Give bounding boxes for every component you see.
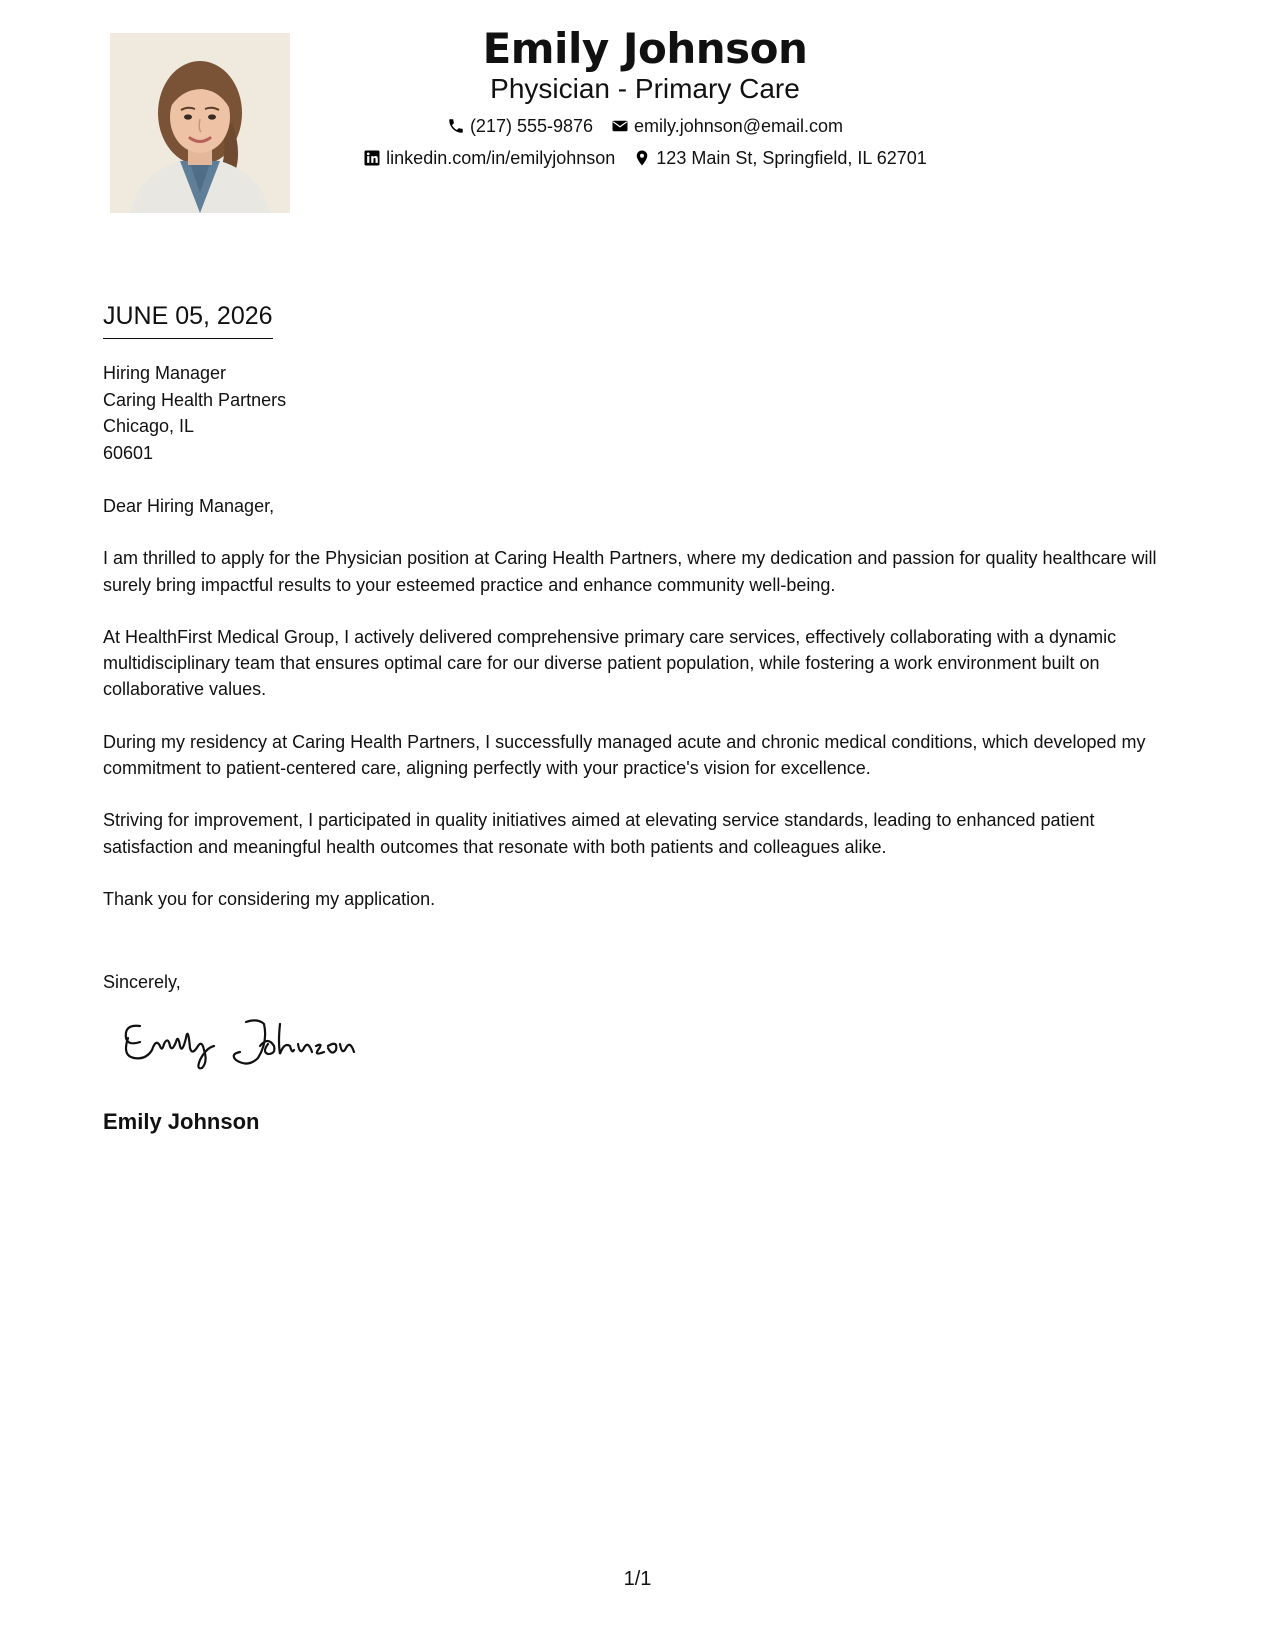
contact-email	[611, 114, 843, 138]
recipient-line: 60601	[103, 442, 154, 463]
letter-header	[300, 22, 990, 170]
body-paragraph: During my residency at Caring Health Partners, I successfully managed acute and chronic medical conditions, which developed my commitment to patient-centered care, aligning perfectly with your practice's vision for excellence.	[103, 731, 1146, 779]
handwritten-signature	[118, 1012, 358, 1072]
contact-row-2	[300, 146, 990, 170]
recipient-block	[103, 360, 286, 466]
signer-name: Emily Johnson	[103, 1109, 260, 1134]
recipient-line: Chicago, IL	[103, 416, 195, 436]
salutation: Dear Hiring Manager,	[103, 496, 275, 516]
letter-date: JUNE 05, 2026	[103, 300, 273, 339]
email-text[interactable]: emily.johnson@email.com	[634, 116, 844, 136]
recipient-line: Caring Health Partners	[103, 389, 287, 410]
contact-phone	[447, 114, 593, 138]
contact-address	[633, 146, 927, 170]
recipient-line: Hiring Manager	[103, 363, 227, 383]
closing: Sincerely,	[103, 972, 181, 992]
body-paragraph: Striving for improvement, I participated in quality initiatives aimed at elevating service standards, leading to enhanced patient satisfaction and meaningful health outcomes that resonate with both patients and colleagues alike.	[103, 810, 1095, 857]
profile-photo	[110, 33, 290, 213]
letter-body	[103, 493, 1183, 938]
phone-text[interactable]: (217) 555-9876	[469, 116, 594, 136]
body-paragraph: Thank you for considering my application.	[103, 888, 436, 909]
applicant-title: Physician - Primary Care	[490, 73, 800, 104]
contact-row-1	[300, 114, 990, 138]
envelope-icon	[611, 117, 629, 135]
body-paragraph: I am thrilled to apply for the Physician position at Caring Health Partners, where my dedication and passion for quality healthcare will surely bring impactful results to your esteemed practice and enhance community well-being.	[103, 548, 1157, 595]
applicant-name: Emily Johnson	[482, 24, 808, 73]
linkedin-text[interactable]: linkedin.com/in/emilyjohnson	[386, 148, 616, 168]
contact-linkedin	[363, 146, 615, 170]
linkedin-icon	[363, 149, 381, 167]
page-number: 1/1	[623, 1568, 652, 1590]
body-paragraph: At HealthFirst Medical Group, I actively delivered comprehensive primary care services, effectively collaborating with a dynamic multidisciplinary team that ensures optimal care for our diverse patient population, while fostering a work environment built on collaborative values.	[103, 626, 1117, 700]
address-text: 123 Main St, Springfield, IL 62701	[656, 148, 927, 168]
portrait-illustration	[110, 33, 290, 213]
phone-icon	[447, 117, 465, 135]
map-pin-icon	[633, 149, 651, 167]
